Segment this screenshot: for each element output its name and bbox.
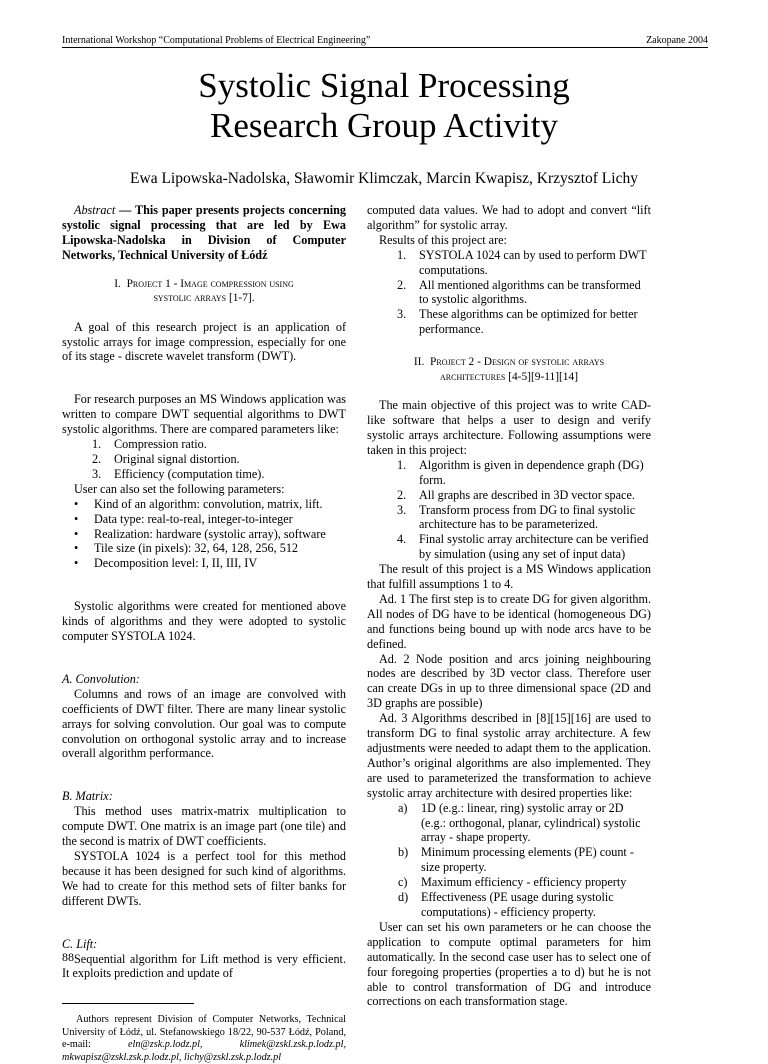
list-item: 4. Final systolic array architecture can be verified by simulation (using any set of input data) [397, 532, 649, 562]
header-conference: International Workshop “Computational Problems of Electrical Engineering” [62, 35, 371, 46]
section-1-refs: [1-7]. [226, 292, 255, 305]
paragraph-ad-2: Ad. 2 Node position and arcs joining neighbouring nodes are described by 3D vector class. Therefore user can create DGs in up to three dimensional space (2D and 3D graphs are possible) [367, 651, 651, 711]
list-item: 2. All graphs are described in 3D vector space. [397, 487, 635, 502]
footnote-rule [62, 1003, 194, 1004]
bullet-icon: • [74, 526, 79, 541]
paragraph-user-params: User can also set the following parameters: [74, 481, 285, 496]
footnote-emails: eln@zsk.p.lodz.pl, klimek@zskl.zsk.p.lodz.pl, mkwapisz@zskl.zsk.p.lodz.pl, lichy@zskl.zsk.p.lodz.pl [62, 1039, 346, 1063]
list-item: 3. Transform process from DG to final systolic architecture has to be parameterized. [397, 502, 636, 532]
footnote-text: Authors represent Division of Computer Networks, Technical University of Łódź, ul. Stefanowskiego 18/22, 90-537 Łódź, Poland, e-mail: [62, 1014, 346, 1051]
paragraph-main-objective: The main objective of this project was to write CAD-like software that helps a user to design and verify systolic arrays architecture. Following assumptions were taken in this project: [367, 398, 651, 457]
abstract-label: Abstract [74, 203, 116, 217]
list-item: • Kind of an algorithm: convolution, matrix, lift. [74, 496, 323, 511]
comparison-list [62, 437, 346, 482]
section-2-title-line1: Project 2 - Design of systolic arrays [430, 356, 605, 369]
results-list [367, 248, 651, 337]
subsection-convolution-text: Columns and rows of an image are convolved with coefficients of DWT filter. There are many linear systolic arrays for solving convolution. Our goal was to compute convolution on orthogonal systolic array and to increase overall algorithm performance. [62, 686, 346, 761]
list-item: 2. All mentioned algorithms can be transformed to systolic algorithms. [397, 277, 641, 307]
list-item: • Decomposition level: I, II, III, IV [74, 556, 258, 571]
bullet-icon: • [74, 556, 79, 571]
running-header [62, 32, 708, 48]
paragraph-ad-1: Ad. 1 The first step is to create DG for given algorithm. All nodes of DG have to be identical (homogeneous DG) and functions being bound up with node arcs have to be defined. [367, 591, 651, 651]
list-item: a) 1D (e.g.: linear, ring) systolic array or 2D (e.g.: orthogonal, planar, cylindrical) systolic array - shape property. [398, 800, 641, 845]
paragraph-ad-3: Ad. 3 Algorithms described in [8][15][16] are used to transform DG to final systolic array architecture. A few adjustments were needed to adapt them to the application. Author’s original algorithms are also implemented. They are used to parameterized the transformation to achieve systolic array architecture with desired properties like: [367, 711, 651, 800]
section-2-title-line2: architectures [440, 370, 506, 383]
bullet-icon: • [74, 496, 79, 511]
title-line-1: Systolic Signal Processing [198, 66, 570, 105]
list-item: 3. These algorithms can be optimized for better performance. [397, 307, 638, 337]
footnote [62, 1014, 346, 1064]
author-list: Ewa Lipowska-Nadolska, Sławomir Klimczak, Marcin Kwapisz, Krzysztof Lichy [130, 170, 638, 187]
subsection-matrix-heading: B. Matrix: [62, 789, 113, 804]
properties-list [367, 801, 651, 920]
abstract-text: This paper presents projects concerning systolic signal processing that are led by Ewa Lipowska-Nadolska in Division of Computer Networks, Technical University of Łódź [62, 203, 347, 262]
subsection-matrix-text-2: SYSTOLA 1024 is a perfect tool for this method because it has been designed for such kind of algorithms. We had to create for this method sets of filter banks for different DWTs. [62, 849, 346, 908]
section-1-title-line2: systolic arrays [153, 292, 227, 305]
list-item: 1. Compression ratio. [92, 437, 207, 452]
subsection-matrix-text-1: This method uses matrix-matrix multiplication to compute DWT. One matrix is an image part (one tile) and the second is matrix of DWT coefficients. [62, 804, 346, 849]
list-item: 1. SYSTOLA 1024 can by used to perform DWT computations. [397, 247, 647, 277]
section-1-heading [62, 277, 346, 306]
section-2-refs: [4-5][9-11][14] [505, 370, 578, 383]
list-item: • Tile size (in pixels): 32, 64, 128, 256, 512 [74, 541, 299, 556]
title-line-2: Research Group Activity [210, 106, 558, 145]
list-item: • Data type: real-to-real, integer-to-integer [74, 511, 293, 526]
subsection-lift-text: Sequential algorithm for Lift method is very efficient. It exploits prediction and update of [62, 951, 346, 981]
list-item: 1. Algorithm is given in dependence graph (DG) form. [397, 457, 644, 487]
list-item: 2. Original signal distortion. [92, 451, 240, 466]
list-item: b) Minimum processing elements (PE) count - size property. [398, 845, 634, 875]
assumptions-list [367, 458, 651, 562]
abstract-dash: — [115, 203, 135, 217]
paragraph-results: Results of this project are: [379, 232, 507, 247]
paragraph-result: The result of this project is a MS Windows application that fulfill assumptions 1 to 4. [367, 562, 651, 592]
right-column [367, 203, 651, 1009]
paragraph-research: For research purposes an MS Windows application was written to compare DWT sequential algorithms to DWT systolic algorithms. There are compared parameters like: [62, 392, 346, 437]
bullet-icon: • [74, 541, 79, 556]
list-item: c) Maximum efficiency - efficiency property [398, 875, 627, 890]
section-1-title-line1: Project 1 - Image compression using [126, 277, 294, 290]
section-2-number: II. [413, 356, 425, 369]
parameter-list [62, 497, 346, 572]
section-1-number: I. [114, 277, 121, 290]
list-item: • Realization: hardware (systolic array), software [74, 526, 326, 541]
subsection-convolution-heading: A. Convolution: [62, 671, 140, 686]
subsection-lift-heading: C. Lift: [62, 936, 98, 951]
paragraph-systolic: Systolic algorithms were created for mentioned above kinds of algorithms and they were adopted to systolic computer SYSTOLA 1024. [62, 599, 346, 644]
paragraph-goal: A goal of this research project is an application of systolic arrays for image compression, especially for one of its stage - discrete wavelet transform (DWT). [62, 319, 346, 364]
left-column [62, 203, 346, 1064]
bullet-icon: • [74, 511, 79, 526]
list-item: 3. Efficiency (computation time). [92, 466, 265, 481]
paragraph-continued: computed data values. We had to adopt and convert “lift algorithm” for systolic array. [367, 203, 651, 232]
abstract [62, 203, 346, 263]
page-number: 88 [62, 950, 74, 964]
header-rule [62, 47, 708, 48]
section-2-heading [367, 355, 651, 384]
list-item: d) Effectiveness (PE usage during systolic computations) - efficiency property. [398, 890, 614, 919]
header-location: Zakopane 2004 [646, 35, 708, 46]
paper-title [0, 66, 768, 146]
paragraph-user-own: User can set his own parameters or he can choose the application to compute optimal parameters for him automatically. In the second case user has to select one of four foregoing properties (properties a to d) but he is not able to control transformation of DG and introduce corrections on each transformation stage. [367, 919, 651, 1009]
